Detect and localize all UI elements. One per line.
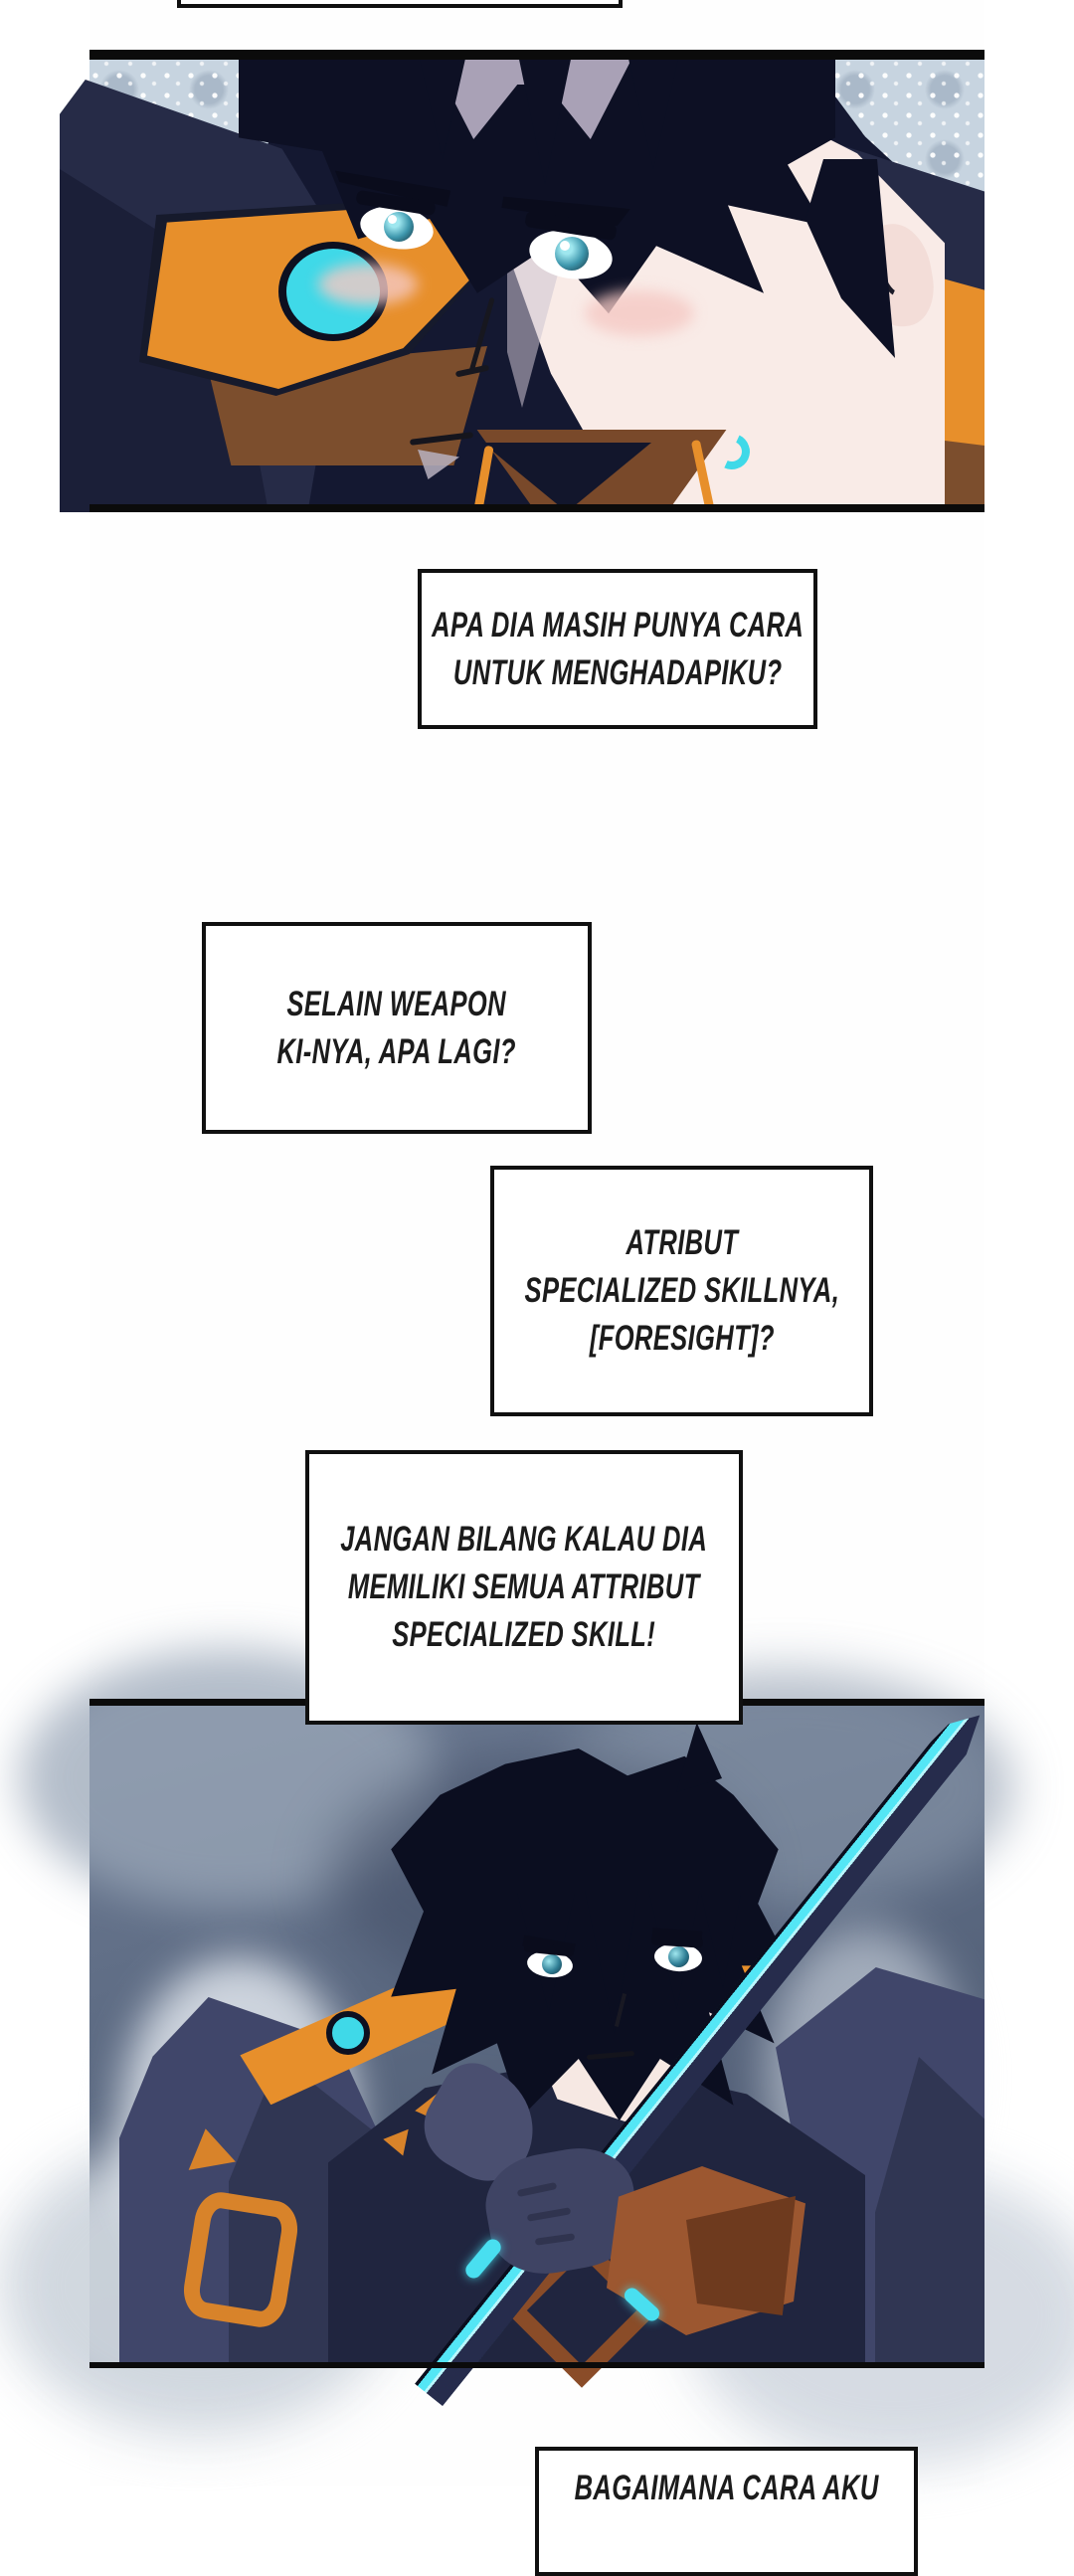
sleeve-hexagon-ring [180, 2189, 302, 2331]
eye-left-glint [388, 215, 397, 224]
speech-line: [FORESIGHT]? [589, 1319, 775, 1358]
speech-text [432, 602, 804, 697]
panel-border-bottom [90, 504, 984, 512]
hood-cord-left [473, 446, 493, 512]
speech-box-top-partial [177, 0, 623, 8]
eye-left-iris [542, 1954, 562, 1974]
speech-text [524, 1219, 839, 1363]
speech-box-1 [418, 569, 817, 729]
speech-text [277, 981, 516, 1076]
comic-page [90, 0, 984, 2507]
speech-line: JANGAN BILANG KALAU DIA [340, 1520, 708, 1559]
speech-line: SELAIN WEAPON [286, 984, 507, 1023]
eye-right-glint [560, 241, 570, 251]
cheek-blush-right [585, 290, 694, 336]
speech-box-3 [490, 1166, 873, 1416]
eye-right-iris [668, 1946, 689, 1967]
shoulder-cyan-dot-left [326, 2011, 370, 2055]
speech-line: BAGAIMANA CARA AKU [574, 2469, 879, 2507]
cheek-blush-left [318, 264, 418, 305]
speech-line: SPECIALIZED SKILLNYA, [524, 1271, 839, 1310]
speech-box-5-partial [535, 2447, 918, 2576]
speech-text [574, 2465, 878, 2512]
speech-line: SPECIALIZED SKILL! [392, 1615, 656, 1654]
panel-border-top [90, 50, 984, 60]
panel-2-sword-stance [90, 1699, 984, 2368]
speech-line: UNTUK MENGHADAPIKU? [452, 652, 783, 692]
panel-border-bottom [90, 2362, 984, 2368]
speech-line: ATRIBUT [626, 1223, 738, 1262]
speech-box-2 [202, 922, 592, 1134]
speech-box-4 [305, 1450, 743, 1725]
speech-line: MEMILIKI SEMUA ATTRIBUT [348, 1567, 700, 1606]
speech-text [341, 1516, 708, 1659]
speech-line: APA DIA MASIH PUNYA CARA [431, 605, 805, 644]
speech-line: KI-NYA, APA LAGI? [276, 1031, 517, 1071]
panel-1-face-closeup [90, 50, 984, 512]
